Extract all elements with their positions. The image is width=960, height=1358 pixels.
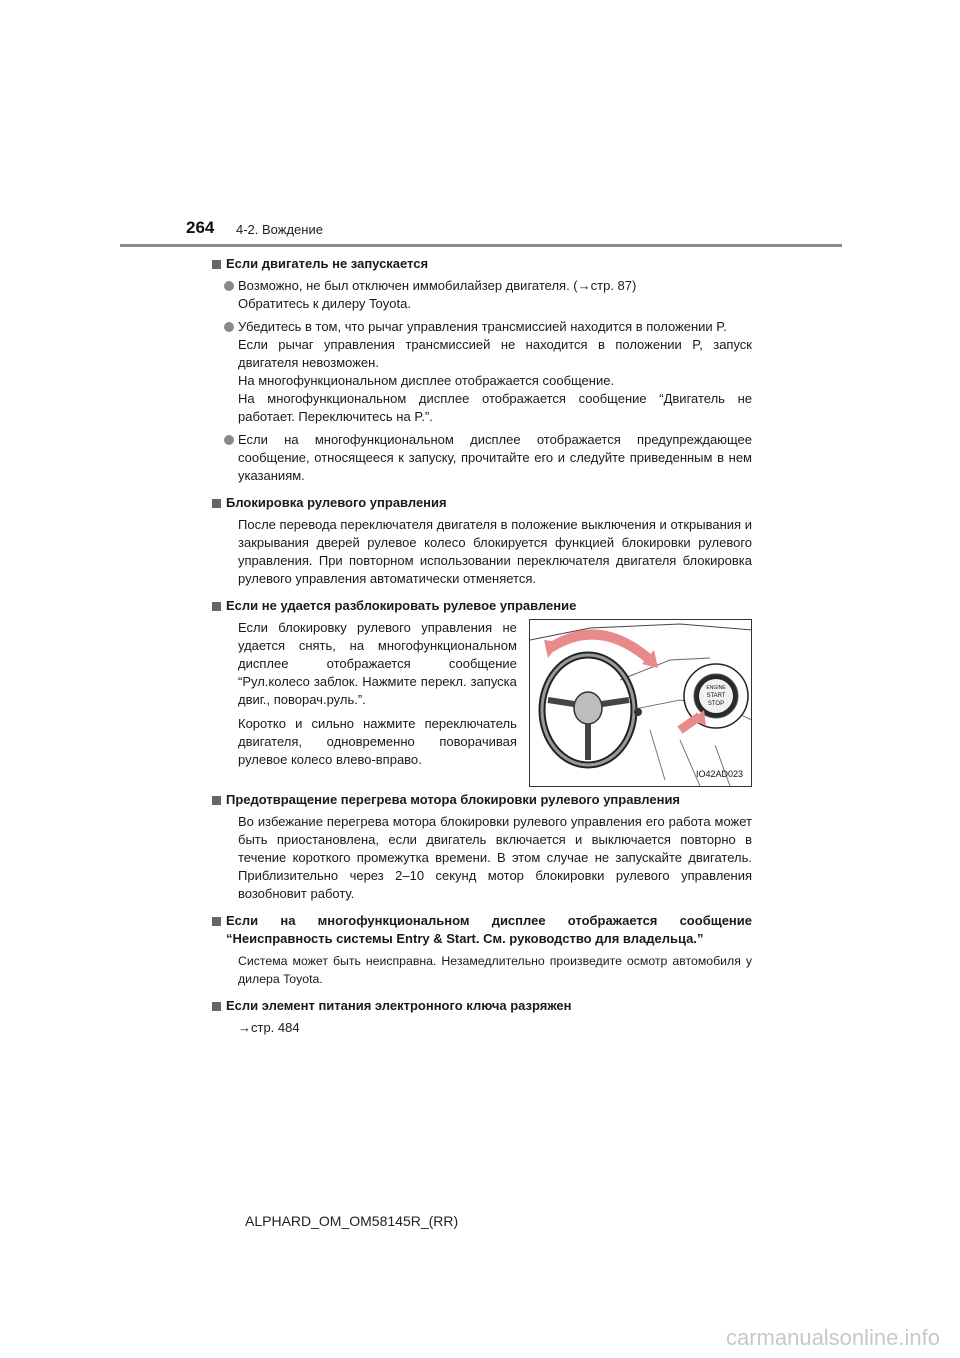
bullet-line: Если рычаг управления трансмиссией не находится в положении P, запуск двигателя невозможен. <box>238 337 752 370</box>
heading-text: Если двигатель не запускается <box>226 256 429 271</box>
bullet-shift-lever <box>212 318 752 426</box>
square-bullet-icon <box>212 260 221 269</box>
page-content <box>212 255 752 1042</box>
heading-text: Если не удается разблокировать рулевое управление <box>226 598 577 613</box>
heading-text: Предотвращение перегрева мотора блокировки рулевого управления <box>226 792 681 807</box>
heading-text: Если на многофункциональном дисплее отображается сообщение “Неисправность системы Entry & Start. См. руководство для владельца.” <box>226 913 752 946</box>
unlock-fail-body <box>212 619 752 787</box>
heading-engine-no-start <box>212 255 752 273</box>
heading-text: Если элемент питания электронного ключа разряжен <box>226 998 572 1013</box>
steering-lock-text: После перевода переключателя двигателя в положение выключения и открывания и закрывания дверей рулевое колесо блокируется функцией блокировки рулевого управления. При повторном использовании переключателя двигателя блокировка рулевого управления автоматически отменяется. <box>238 517 752 586</box>
square-bullet-icon <box>212 602 221 611</box>
heading-battery <box>212 997 752 1015</box>
circle-bullet-icon <box>224 435 234 445</box>
heading-text: Блокировка рулевого управления <box>226 495 447 510</box>
bullet-line: Если на многофункциональном дисплее отображается предупреждающее сообщение, относящееся к запуску, прочитайте его и следуйте приведенным в нем указаниям. <box>238 432 752 483</box>
bullet-immobilizer <box>212 277 752 313</box>
figure-code: IO42AD023 <box>695 769 743 779</box>
bullet-line: На многофункциональном дисплее отображается сообщение “Двигатель не работает. Переключитесь на P.”. <box>238 391 752 424</box>
unlock-fail-text <box>212 619 517 775</box>
heading-entry-start <box>212 912 752 948</box>
bullet-line: На многофункциональном дисплее отображается сообщение. <box>238 373 615 388</box>
steering-wheel-drawing <box>530 620 752 786</box>
square-bullet-icon <box>212 796 221 805</box>
watermark: carmanualsonline.info <box>725 1325 940 1350</box>
square-bullet-icon <box>212 917 221 926</box>
square-bullet-icon <box>212 1002 221 1011</box>
bullet-line: Обратитесь к дилеру Toyota. <box>238 296 411 311</box>
heading-steering-lock <box>212 494 752 512</box>
bullet-line: Убедитесь в том, что рычаг управления трансмиссией находится в положении P. <box>238 319 727 334</box>
button-label-2: START <box>706 693 726 699</box>
header-rule <box>120 244 842 247</box>
steering-wheel-illustration <box>529 619 752 787</box>
square-bullet-icon <box>212 499 221 508</box>
unlock-fail-para-1: Если блокировку рулевого управления не удается снять, на многофункциональном дисплее отображается сообщение “Рул.колесо заблок. Нажмите перекл. запуска двиг., поворач.руль.”. <box>238 620 517 707</box>
bullet-line: Возможно, не был отключен иммобилайзер двигателя. (→стр. 87) <box>238 278 637 293</box>
page-number: 264 <box>186 218 215 237</box>
unlock-fail-para-2: Коротко и сильно нажмите переключатель двигателя, одновременно поворачивая рулевое колесо влево-вправо. <box>238 716 517 767</box>
overheat-text: Во избежание перегрева мотора блокировки рулевого управления его работа может быть приостановлена, если двигатель включается и выключается повторно в течение короткого промежутка времени. В этом случае не запускайте двигатель. Приблизительно через 2–10 секунд мотор блокировки рулевого управления возобновит работу. <box>238 814 752 901</box>
button-label-3: STOP <box>707 701 725 707</box>
document-code: ALPHARD_OM_OM58145R_(RR) <box>245 1213 459 1229</box>
heading-unlock-fail <box>212 597 752 615</box>
battery-page-ref[interactable]: →стр. 484 <box>238 1020 300 1035</box>
entry-start-text: Система может быть неисправна. Незамедлительно произведите осмотр автомобиля у дилера Toyota. <box>238 954 752 986</box>
circle-bullet-icon <box>224 322 234 332</box>
bullet-warning-message <box>212 431 752 485</box>
heading-overheat <box>212 791 752 809</box>
button-label-1: ENGINE <box>706 685 726 691</box>
circle-bullet-icon <box>224 281 234 291</box>
section-title: 4-2. Вождение <box>236 222 323 237</box>
